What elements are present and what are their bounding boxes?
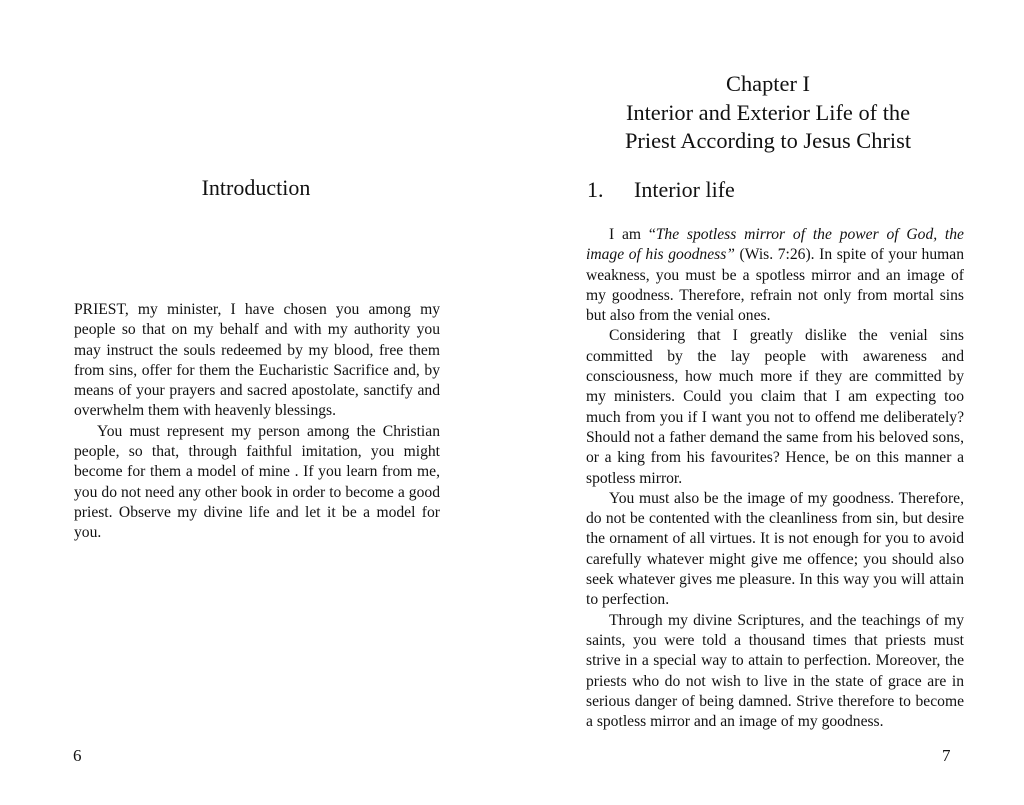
chapter-title [592, 70, 944, 156]
introduction-body [74, 300, 440, 544]
page-number-left: 6 [73, 746, 82, 765]
introduction-paragraph-2: You must represent my person among the Christian people, so that, through faithful imitation, you might become for them a model of mine . If you learn from me, you do not need any other book in order to become a good priest. Observe my divine life and let it be a model for you. [74, 422, 440, 542]
chapter-paragraph-1 [586, 225, 964, 326]
introduction-heading: Introduction [201, 175, 311, 200]
chapter-paragraph-4: Through my divine Scriptures, and the teachings of my saints, you were told a thousand times that priests must strive in a special way to attain to perfection. Moreover, the priests who do not wish to live in the state of grace are in serious danger of being damned. Strive therefore to become a spotless mirror and an image of my goodness. [586, 611, 964, 731]
quote-intro: I am “ [609, 226, 656, 243]
chapter-paragraph-2: Considering that I greatly dislike the venial sins committed by the lay people with awareness and consciousness, how much more if they are committed by my ministers. Could you claim that I am expecting too much from you if I want you not to offend me deliberately? Should not a father demand the same from his beloved sons, or a king from his favourites? Hence, be on this manner a spotless mirror. [586, 327, 964, 487]
scripture-quote: The spotless mirror of the power of God, the image of his goodness” [586, 226, 964, 264]
introduction-paragraph-1: PRIEST, my minister, I have chosen you among my people so that on my behalf and with my authority you may instruct the souls redeemed by my blood, free them from sins, offer for them the Eucharistic Sacrifice and, by means of your prayers and sacred apostolate, sanctify and overwhelm them with heavenly blessings. [74, 301, 440, 420]
section-title: Interior life [634, 177, 735, 202]
quote-continuation: (Wis. 7:26). In spite of your human weakness, you must be a spotless mirror and an image of my goodness. Therefore, refrain not only from mortal sins but also from the venial ones. [586, 246, 964, 325]
section-heading [587, 176, 735, 204]
chapter-paragraph-3: You must also be the image of my goodness. Therefore, do not be contented with the cleanliness from sin, but desire the ornament of all virtues. It is not enough for you to avoid carefully whatever might give me offence; you should also seek whatever gives me pleasure. In this way you will attain to perfection. [586, 489, 964, 609]
chapter-title-line-1: Chapter I [726, 71, 810, 96]
chapter-body [586, 225, 964, 732]
page-number-right: 7 [942, 746, 951, 765]
right-page [512, 0, 1024, 805]
chapter-title-line-3: Priest According to Jesus Christ [624, 128, 912, 153]
chapter-title-line-2: Interior and Exterior Life of the [625, 99, 911, 125]
section-number: 1. [587, 177, 604, 202]
